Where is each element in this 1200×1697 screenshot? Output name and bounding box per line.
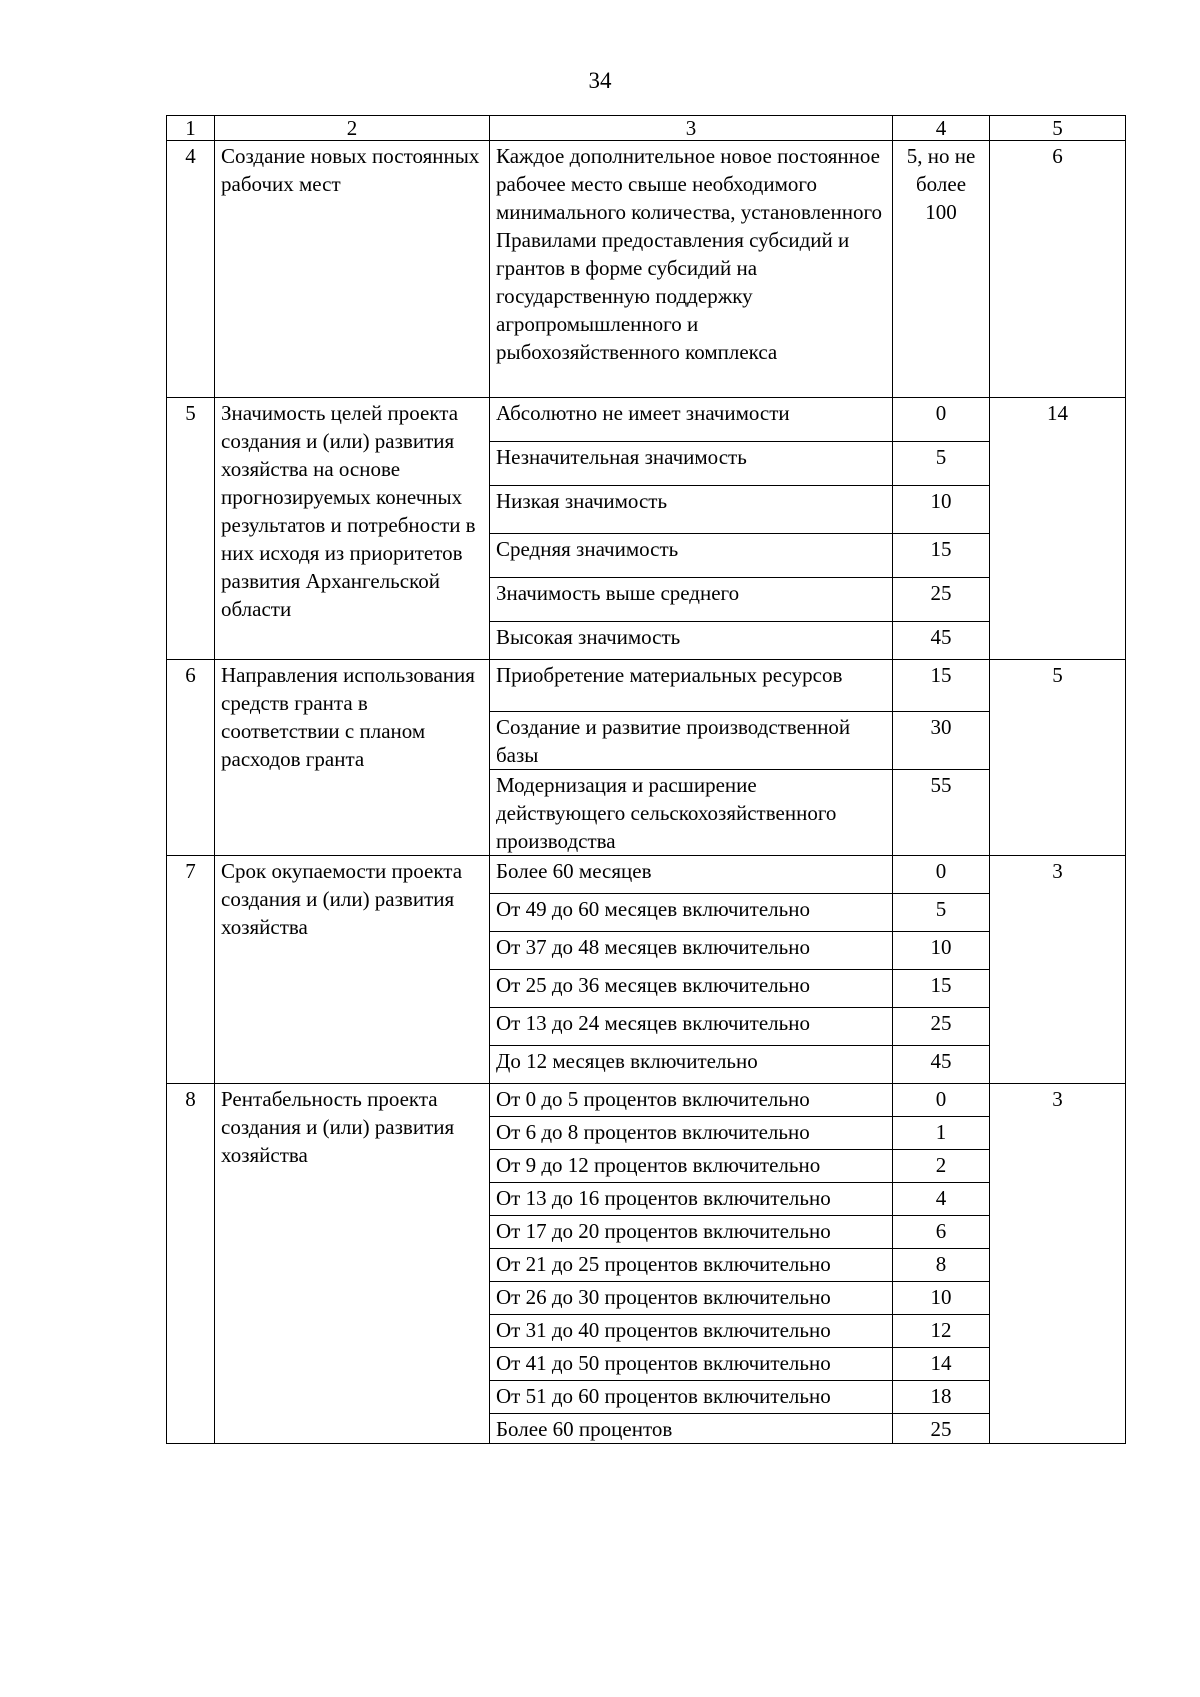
option-description: Низкая значимость [490, 486, 893, 534]
criterion-weight: 5 [990, 660, 1126, 856]
option-points: 25 [893, 1414, 990, 1444]
option-points: 12 [893, 1315, 990, 1348]
criterion-number: 7 [167, 856, 215, 1084]
criterion-weight: 6 [990, 141, 1126, 398]
option-description: От 13 до 24 месяцев включительно [490, 1008, 893, 1046]
criterion-weight: 3 [990, 1084, 1126, 1444]
option-description: От 37 до 48 месяцев включительно [490, 932, 893, 970]
option-description: Модернизация и расширение действующего сельскохозяйственного производства [490, 770, 893, 856]
option-points: 30 [893, 712, 990, 770]
option-description: Средняя значимость [490, 534, 893, 578]
criterion-name: Значимость целей проекта создания и (или) развития хозяйства на основе прогнозируемых конечных результатов и потребности в них исходя из приоритетов развития Архангельской области [215, 398, 490, 660]
option-points: 10 [893, 1282, 990, 1315]
criterion-name: Направления использования средств гранта в соответствии с планом расходов гранта [215, 660, 490, 856]
option-points: 5 [893, 442, 990, 486]
criterion-option-row [167, 660, 1126, 712]
criterion-weight: 3 [990, 856, 1126, 1084]
option-description: От 9 до 12 процентов включительно [490, 1150, 893, 1183]
option-description: Незначительная значимость [490, 442, 893, 486]
option-points: 10 [893, 486, 990, 534]
option-points: 10 [893, 932, 990, 970]
option-description: До 12 месяцев включительно [490, 1046, 893, 1084]
option-description: От 13 до 16 процентов включительно [490, 1183, 893, 1216]
option-description: От 31 до 40 процентов включительно [490, 1315, 893, 1348]
option-points: 15 [893, 660, 990, 712]
option-description: Более 60 процентов [490, 1414, 893, 1444]
option-points: 55 [893, 770, 990, 856]
option-points: 25 [893, 1008, 990, 1046]
option-points: 15 [893, 970, 990, 1008]
page-number: 34 [588, 68, 612, 93]
criterion-option-row [167, 856, 1126, 894]
criterion-option-row [167, 141, 1126, 398]
option-points: 14 [893, 1348, 990, 1381]
option-points: 4 [893, 1183, 990, 1216]
criterion-number: 4 [167, 141, 215, 398]
column-number-2: 2 [215, 116, 490, 141]
option-description: От 6 до 8 процентов включительно [490, 1117, 893, 1150]
option-description: От 0 до 5 процентов включительно [490, 1084, 893, 1117]
column-number-4: 4 [893, 116, 990, 141]
criterion-weight: 14 [990, 398, 1126, 660]
option-points: 0 [893, 1084, 990, 1117]
criterion-name: Рентабельность проекта создания и (или) развития хозяйства [215, 1084, 490, 1444]
option-points: 18 [893, 1381, 990, 1414]
column-number-1: 1 [167, 116, 215, 141]
criterion-name: Создание новых постоянных рабочих мест [215, 141, 490, 398]
criteria-table-body [167, 116, 1126, 1444]
option-description: Более 60 месяцев [490, 856, 893, 894]
option-description: Значимость выше среднего [490, 578, 893, 622]
option-description: От 21 до 25 процентов включительно [490, 1249, 893, 1282]
criterion-number: 5 [167, 398, 215, 660]
option-description: От 51 до 60 процентов включительно [490, 1381, 893, 1414]
column-number-3: 3 [490, 116, 893, 141]
option-points: 5, но не более 100 [893, 141, 990, 398]
option-description: Каждое дополнительное новое постоянное рабочее место свыше необходимого минимального количества, установленного Правилами предоставления субсидий и грантов в форме субсидий на государственную поддержку агропромышленного и рыбохозяйственного комплекса [490, 141, 893, 398]
criterion-number: 6 [167, 660, 215, 856]
option-points: 45 [893, 622, 990, 660]
criteria-table [166, 115, 1126, 1444]
criterion-option-row [167, 398, 1126, 442]
criterion-number: 8 [167, 1084, 215, 1444]
criterion-name: Срок окупаемости проекта создания и (или) развития хозяйства [215, 856, 490, 1084]
option-points: 0 [893, 856, 990, 894]
option-points: 8 [893, 1249, 990, 1282]
option-description: От 25 до 36 месяцев включительно [490, 970, 893, 1008]
option-points: 5 [893, 894, 990, 932]
column-number-row [167, 116, 1126, 141]
option-description: От 49 до 60 месяцев включительно [490, 894, 893, 932]
option-description: От 26 до 30 процентов включительно [490, 1282, 893, 1315]
option-points: 1 [893, 1117, 990, 1150]
option-description: Приобретение материальных ресурсов [490, 660, 893, 712]
option-description: Высокая значимость [490, 622, 893, 660]
option-points: 15 [893, 534, 990, 578]
option-description: Создание и развитие производственной базы [490, 712, 893, 770]
option-description: От 17 до 20 процентов включительно [490, 1216, 893, 1249]
option-description: Абсолютно не имеет значимости [490, 398, 893, 442]
column-number-5: 5 [990, 116, 1126, 141]
option-points: 45 [893, 1046, 990, 1084]
criterion-option-row [167, 1084, 1126, 1117]
option-points: 2 [893, 1150, 990, 1183]
option-description: От 41 до 50 процентов включительно [490, 1348, 893, 1381]
option-points: 6 [893, 1216, 990, 1249]
option-points: 0 [893, 398, 990, 442]
option-points: 25 [893, 578, 990, 622]
